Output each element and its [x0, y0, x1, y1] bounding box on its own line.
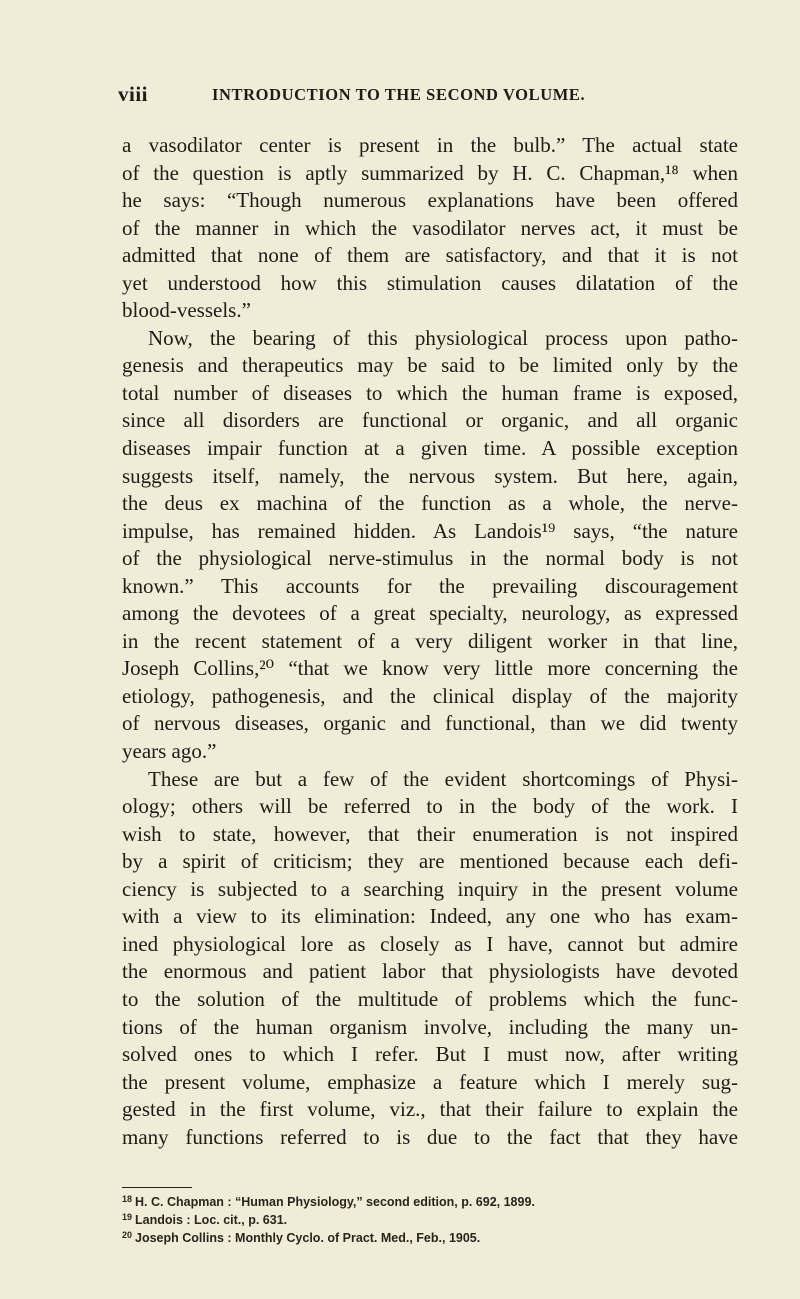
page-header	[118, 82, 738, 112]
text-line: he says: “Though numerous explanations have been offered	[122, 188, 738, 213]
text-line: diseases impair function at a given time. A possible exception	[122, 436, 738, 461]
text-line: solved ones to which I refer. But I must now, after writing	[122, 1042, 738, 1067]
text-line: suggests itself, namely, the nervous system. But here, again,	[122, 463, 738, 488]
text-line: the present volume, emphasize a feature which I merely sug-	[122, 1069, 738, 1094]
text-line: the enormous and patient labor that physiologists have devoted	[122, 959, 738, 984]
footnote-text: Landois : Loc. cit., p. 631.	[135, 1213, 288, 1227]
body-text	[122, 132, 738, 1151]
text-line: many functions referred to is due to the fact that they have	[122, 1124, 738, 1149]
text-line: ined physiological lore as closely as I have, cannot but admire	[122, 931, 738, 956]
text-line: with a view to its elimination: Indeed, any one who has exam-	[122, 904, 738, 929]
text-line: impulse, has remained hidden. As Landois¹⁹ says, “the nature	[122, 518, 738, 543]
running-head: INTRODUCTION TO THE SECOND VOLUME.	[212, 85, 586, 104]
footnote	[122, 1192, 738, 1210]
text-line: Joseph Collins,²⁰ “that we know very little more concerning the	[122, 656, 738, 681]
text-line: wish to state, however, that their enumeration is not inspired	[122, 821, 738, 846]
text-line: admitted that none of them are satisfactory, and that it is not	[122, 243, 738, 268]
footnotes	[122, 1192, 738, 1246]
text-line: since all disorders are functional or organic, and all organic	[122, 408, 738, 433]
text-line: of the physiological nerve-stimulus in the normal body is not	[122, 546, 738, 571]
footnote-marker: 20	[122, 1230, 133, 1240]
text-line: among the devotees of a great specialty, neurology, as expressed	[122, 601, 738, 626]
text-line: gested in the first volume, viz., that their failure to explain the	[122, 1097, 738, 1122]
footnote-text: H. C. Chapman : “Human Physiology,” second edition, p. 692, 1899.	[135, 1195, 535, 1209]
footnote-rule	[122, 1187, 192, 1188]
text-line: the deus ex machina of the function as a whole, the nerve-	[122, 491, 738, 516]
footnote-marker: 18	[122, 1194, 133, 1204]
text-line: genesis and therapeutics may be said to be limited only by the	[122, 353, 738, 378]
text-line: of the question is aptly summarized by H. C. Chapman,¹⁸ when	[122, 160, 738, 185]
text-line: ciency is subjected to a searching inquiry in the present volume	[122, 876, 738, 901]
paragraph-start-line: These are but a few of the evident shortcomings of Physi-	[148, 766, 738, 791]
text-line: a vasodilator center is present in the bulb.” The actual state	[122, 133, 738, 157]
paragraph-start-line: Now, the bearing of this physiological process upon patho-	[148, 325, 738, 350]
text-line: yet understood how this stimulation causes dilatation of the	[122, 270, 738, 295]
footnote-text: Joseph Collins : Monthly Cyclo. of Pract. Med., Feb., 1905.	[135, 1231, 481, 1245]
text-line: blood-vessels.”	[122, 298, 251, 323]
footnote-marker: 19	[122, 1212, 133, 1222]
text-line: total number of diseases to which the human frame is exposed,	[122, 380, 738, 405]
text-line: known.” This accounts for the prevailing discouragement	[122, 573, 738, 598]
text-line: of nervous diseases, organic and functional, than we did twenty	[122, 711, 738, 736]
text-line: by a spirit of criticism; they are mentioned because each defi-	[122, 849, 738, 874]
text-line: of the manner in which the vasodilator nerves act, it must be	[122, 215, 738, 240]
text-line: to the solution of the multitude of problems which the func-	[122, 986, 738, 1011]
page-number: viii	[118, 82, 149, 106]
text-line: ology; others will be referred to in the body of the work. I	[122, 794, 738, 819]
text-line: in the recent statement of a very diligent worker in that line,	[122, 628, 738, 653]
footnote	[122, 1228, 738, 1246]
text-line: years ago.”	[122, 739, 217, 764]
footnote	[122, 1210, 738, 1228]
text-line: tions of the human organism involve, including the many un-	[122, 1014, 738, 1039]
text-line: etiology, pathogenesis, and the clinical display of the majority	[122, 683, 738, 708]
